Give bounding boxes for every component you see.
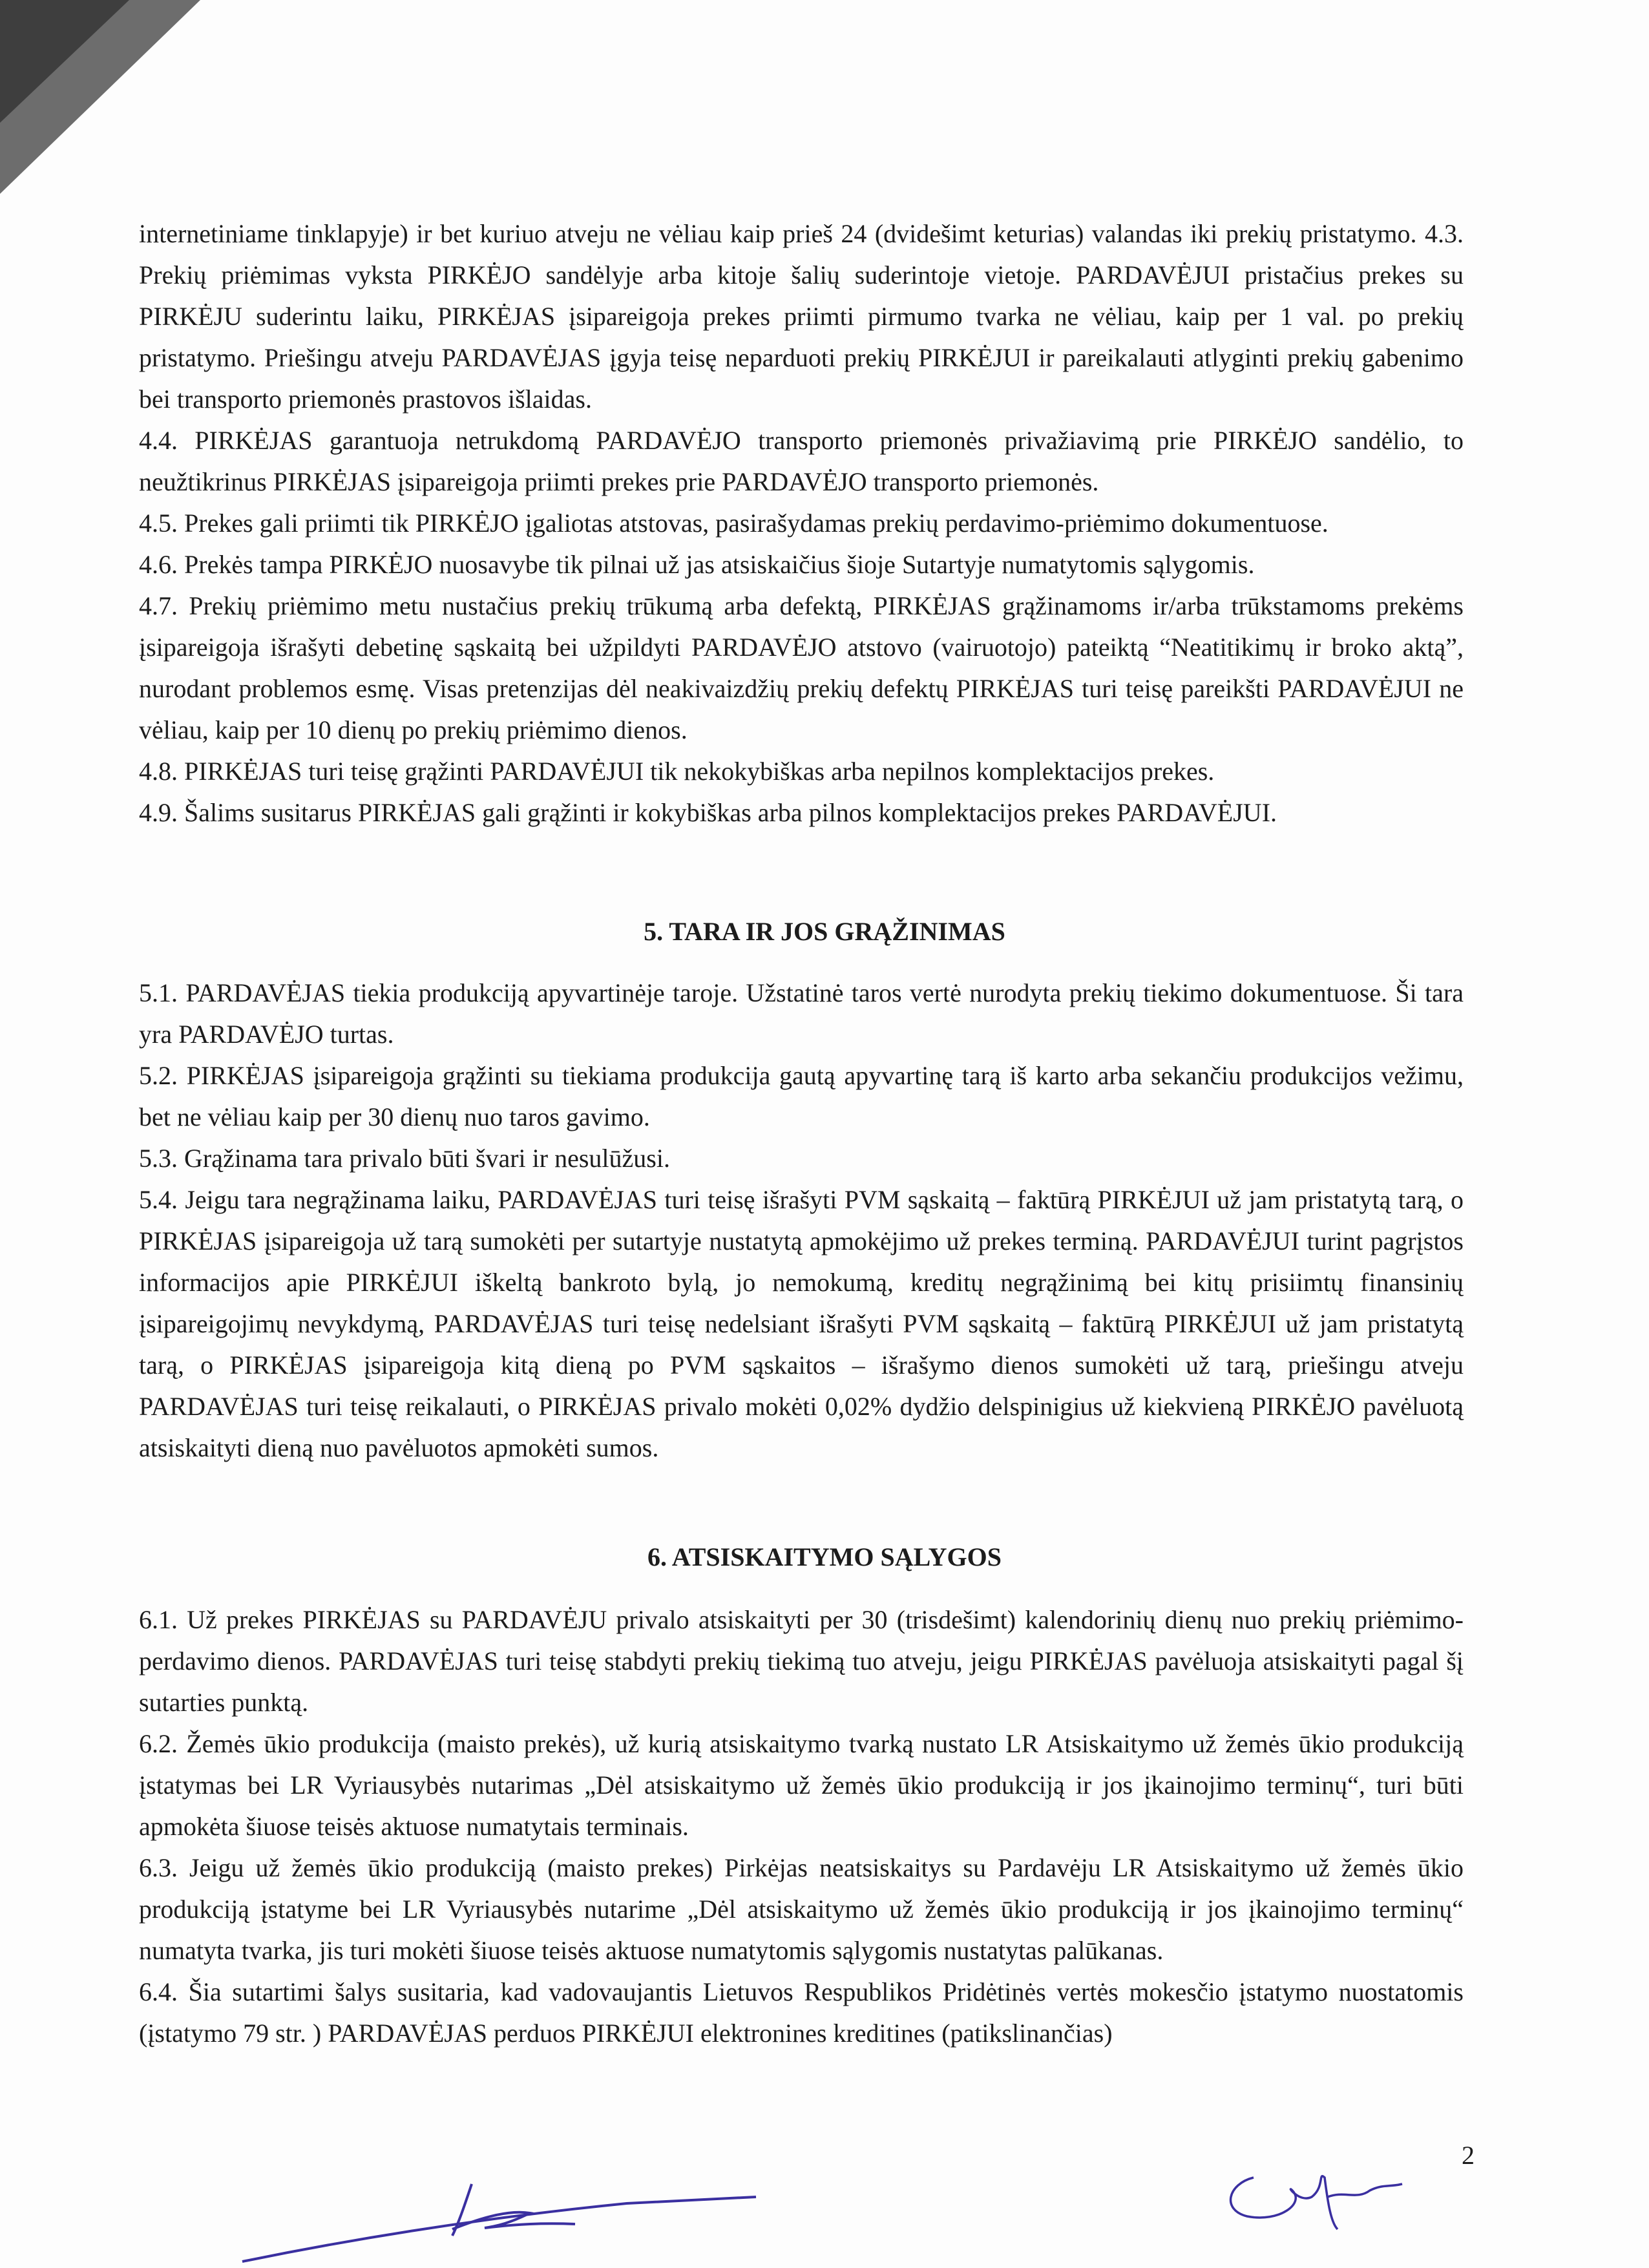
paragraph-4-7: 4.7. Prekių priėmimo metu nustačius prekių trūkumą arba defektą, PIRKĖJAS grąžinamoms ir/arba trūkstamoms prekėms įsipareigoja išrašyti debetinę sąskaitą bei užpildyti PARDAVĖJO atstovo (vairuotojo) pateiktą “Neatitikimų ir broko aktą”, nurodant problemos esmę. Visas pretenzijas dėl neakivaizdžių prekių defektų PIRKĖJAS turi teisę pareikšti PARDAVĖJUI ne vėliau, kaip per 10 dienų po prekių priėmimo dienos. [139, 591, 1464, 744]
paragraph-5-3: 5.3. Grąžinama tara privalo būti švari ir nesulūžusi. [139, 1144, 670, 1173]
section-5-heading: 5. TARA IR JOS GRĄŽINIMAS [644, 917, 1005, 946]
paragraph-4-3: internetiniame tinklapyje) ir bet kuriuo atveju ne vėliau kaip prieš 24 (dvidešimt keturias) valandas iki prekių pristatymo. 4.3. Prekių priėmimas vyksta PIRKĖJO sandėlyje arba kitoje šalių suderintoje vietoje. PARDAVĖJUI pristačius prekes su PIRKĖJU suderintu laiku, PIRKĖJAS įsipareigoja prekes priimti pirmumo tvarka ne vėliau, kaip per 1 val. po prekių pristatymo. Priešingu atveju PARDAVĖJAS įgyja teisę neparduoti prekių PIRKĖJUI ir pareikalauti atlyginti prekių gabenimo bei transporto priemonės prastovos išlaidas. [139, 219, 1464, 414]
signature-left [239, 2178, 769, 2268]
paragraph-4-9: 4.9. Šalims susitarus PIRKĖJAS gali grąžinti ir kokybiškas arba pilnos komplektacijos prekes PARDAVĖJUI. [139, 798, 1277, 827]
paragraph-4-6: 4.6. Prekės tampa PIRKĖJO nuosavybe tik pilnai už jas atsiskaičius šioje Sutartyje numatytomis sąlygomis. [139, 550, 1255, 579]
paragraph-5-1: 5.1. PARDAVĖJAS tiekia produkciją apyvartinėje taroje. Užstatinė taros vertė nurodyta prekių tiekimo dokumentuose. Ši tara yra PARDAVĖJO turtas. [139, 978, 1464, 1049]
paragraph-6-4: 6.4. Šia sutartimi šalys susitaria, kad vadovaujantis Lietuvos Respublikos Pridėtinės vertės mokesčio įstatymo nuostatomis (įstatymo 79 str. ) PARDAVĖJAS perduos PIRKĖJUI elektronines kreditines (patikslinančias) [139, 1977, 1464, 2048]
paragraph-6-3: 6.3. Jeigu už žemės ūkio produkciją (maisto prekes) Pirkėjas neatsiskaitys su Pardavėju LR Atsiskaitymo už žemės ūkio produkciją įstatyme bei LR Vyriausybės nutarime „Dėl atsiskaitymo už žemės ūkio produkciją ir jos įkainojimo terminų“ numatyta tvarka, jis turi mokėti šiuose teisės aktuose numatytomis sąlygomis nustatytas palūkanas. [139, 1853, 1464, 1965]
paragraph-4-4: 4.4. PIRKĖJAS garantuoja netrukdomą PARDAVĖJO transporto priemonės privažiavimą prie PIRKĖJO sandėlio, to neužtikrinus PIRKĖJAS įsipareigoja priimti prekes prie PARDAVĖJO transporto priemonės. [139, 426, 1464, 496]
section-5-text [139, 972, 1464, 1469]
paragraph-5-2: 5.2. PIRKĖJAS įsipareigoja grąžinti su tiekiama produkcija gautą apyvartinę tarą iš karto arba sekančiu produkcijos vežimu, bet ne vėliau kaip per 30 dienų nuo taros gavimo. [139, 1061, 1464, 1131]
paragraph-6-2: 6.2. Žemės ūkio produkcija (maisto prekės), už kurią atsiskaitymo tvarką nustato LR Atsiskaitymo už žemės ūkio produkciją įstatymas bei LR Vyriausybės nutarimas „Dėl atsiskaitymo už žemės ūkio produkciją ir jos įkainojimo terminų“, turi būti apmokėta šiuose teisės aktuose numatytais terminais. [139, 1729, 1464, 1841]
paragraph-4-5: 4.5. Prekes gali priimti tik PIRKĖJO įgaliotas atstovas, pasirašydamas prekių perdavimo-priėmimo dokumentuose. [139, 509, 1329, 538]
paragraph-5-4: 5.4. Jeigu tara negrąžinama laiku, PARDAVĖJAS turi teisę išrašyti PVM sąskaitą – faktūrą PIRKĖJUI už jam pristatytą tarą, o PIRKĖJAS įsipareigoja už tarą sumokėti per sutartyje nustatytą apmokėjimo už prekes terminą. PARDAVĖJUI turint pagrįstos informacijos apie PIRKĖJUI iškeltą bankroto bylą, jo nemokumą, kreditų negrąžinimą bei kitų prisiimtų finansinių įsipareigojimų nevykdymą, PARDAVĖJAS turi teisę nedelsiant išrašyti PVM sąskaitą – faktūrą PIRKĖJUI už jam pristatytą tarą, o PIRKĖJAS įsipareigoja kitą dieną po PVM sąskaitos – išrašymo dienos sumokėti už tarą, priešingu atveju PARDAVĖJAS turi teisę reikalauti, o PIRKĖJAS privalo mokėti 0,02% dydžio delspinigius už kiekvieną PIRKĖJO pavėluotą atsiskaityti dieną nuo pavėluotos apmokėti sumos. [139, 1185, 1464, 1462]
section-4-text [139, 213, 1464, 834]
paragraph-6-1: 6.1. Už prekes PIRKĖJAS su PARDAVĖJU privalo atsiskaityti per 30 (trisdešimt) kalendorinių dienų nuo prekių priėmimo-perdavimo dienos. PARDAVĖJAS turi teisę stabdyti prekių tiekimą tuo atveju, jeigu PIRKĖJAS pavėluoja atsiskaityti pagal šį sutarties punktą. [139, 1605, 1464, 1717]
page-number: 2 [1462, 2141, 1475, 2170]
section-6-heading: 6. ATSISKAITYMO SĄLYGOS [647, 1542, 1002, 1571]
scan-corner-shadow [0, 0, 213, 213]
section-6-text [139, 1599, 1464, 2054]
paragraph-4-8: 4.8. PIRKĖJAS turi teisę grąžinti PARDAVĖJUI tik nekokybiškas arba nepilnos komplektacijos prekes. [139, 757, 1215, 786]
signature-right [1215, 2165, 1434, 2236]
